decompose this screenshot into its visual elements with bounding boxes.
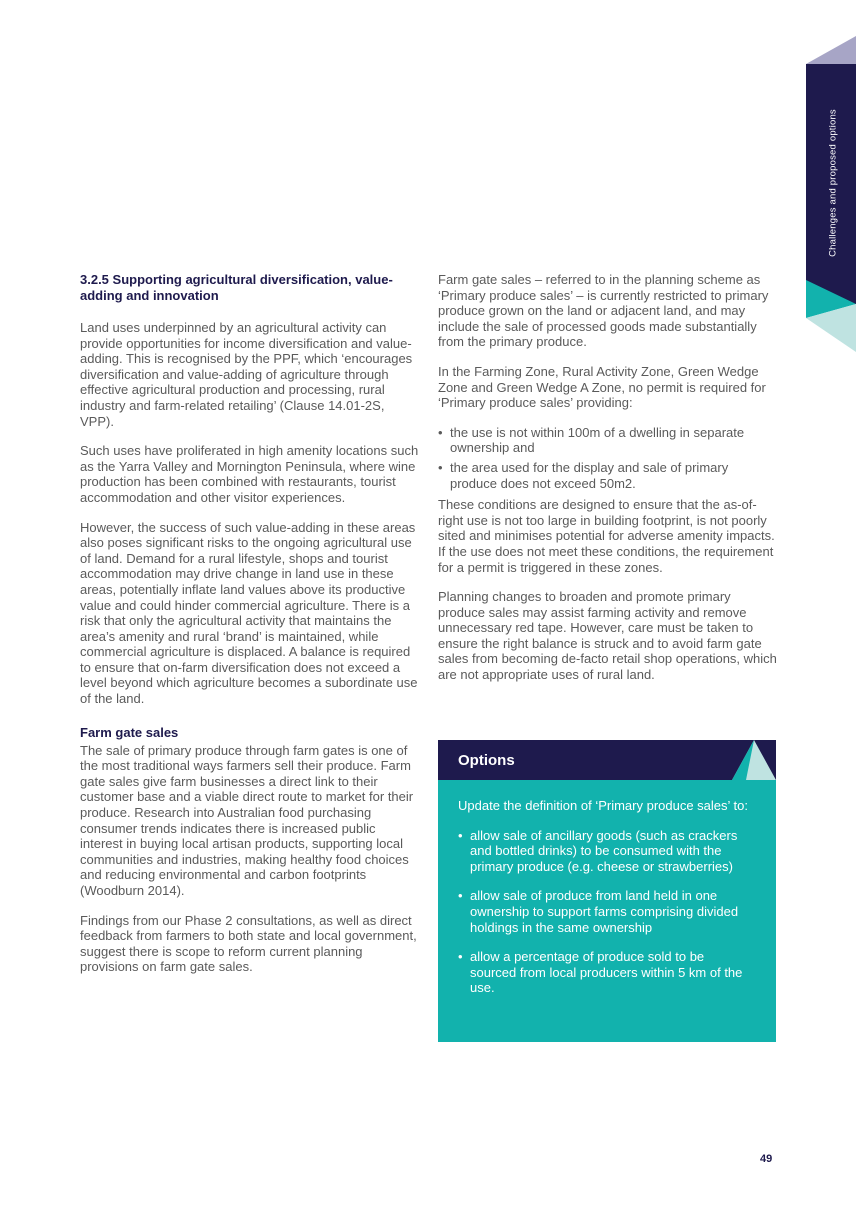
left-paragraph-3: However, the success of such value-adding in these areas also poses significant risks to the ongoing agricultural use of land. Demand for a rural lifestyle, shops and tourist accommodation may drive change in land use in these areas, potentially inflate land values above its productive value and could hinder commercial agriculture. There is a risk that only the agricultural activity that maintains the area’s amenity and rural ‘brand’ is maintained, while commercial agriculture is displaced. A balance is required to ensure that on-farm diversification does not exceed a level beyond which agriculture becomes a subordinate use of the land. bbox=[80, 519, 418, 707]
list-item: • allow sale of produce from land held in one ownership to support farms comprising divided holdings in the same ownership bbox=[458, 888, 754, 935]
left-column bbox=[80, 272, 420, 989]
section-heading: 3.2.5 Supporting agricultural diversification, value-adding and innovation bbox=[80, 272, 393, 303]
options-title: Options bbox=[458, 752, 515, 769]
page-number: 49 bbox=[760, 1153, 773, 1165]
side-tab-label: Challenges and proposed options bbox=[827, 109, 839, 257]
options-header bbox=[438, 740, 776, 780]
options-intro: Update the definition of ‘Primary produce sales’ to: bbox=[458, 798, 749, 813]
right-column bbox=[438, 272, 778, 697]
right-paragraph-2: In the Farming Zone, Rural Activity Zone, Green Wedge Zone and Green Wedge A Zone, no permit is required for ‘Primary produce sales’ providing: bbox=[438, 363, 766, 411]
right-paragraph-4: Planning changes to broaden and promote primary produce sales may assist farming activity and remove unnecessary red tape. However, care must be taken to ensure the right balance is struck and to avoid farm gate sales from becoming de-facto retail shop operations, which are not appropriate uses of rural land. bbox=[438, 589, 777, 683]
list-item: • the area used for the display and sale of primary produce does not exceed 50m2. bbox=[438, 460, 778, 491]
permit-conditions-list bbox=[438, 425, 778, 491]
list-item: • the use is not within 100m of a dwelling in separate ownership and bbox=[438, 425, 778, 456]
options-box bbox=[438, 740, 776, 1042]
left-paragraph-2: Such uses have proliferated in high amenity locations such as the Yarra Valley and Mornington Peninsula, where wine production has been combined with restaurants, tourist accommodation and other visitor experiences. bbox=[80, 443, 419, 505]
options-list bbox=[458, 828, 754, 996]
options-corner-graphic bbox=[732, 740, 776, 780]
right-paragraph-3: These conditions are designed to ensure that the as-of-right use is not too large in building footprint, is not poorly sited and minimises potential for adverse amenity impacts. If the use does not meet these conditions, the requirement for a permit is triggered in these zones. bbox=[438, 497, 775, 575]
list-item: • allow sale of ancillary goods (such as crackers and bottled drinks) to be consumed with the primary produce (e.g. cheese or strawberries) bbox=[458, 828, 754, 875]
farm-gate-section bbox=[80, 725, 420, 975]
left-paragraph-1: Land uses underpinned by an agricultural activity can provide opportunities for income diversification and value-adding. This is recognised by the PPF, which ‘encourages diversification and value-adding of agriculture through effective agricultural production and processing, rural industry and farm-related retailing’ (Clause 14.01-2S, VPP). bbox=[80, 320, 413, 429]
options-body bbox=[438, 780, 776, 996]
farm-gate-paragraph-2: Findings from our Phase 2 consultations, as well as direct feedback from farmers to both state and local government, suggest there is scope to reform current planning provisions on farm gate sales. bbox=[80, 912, 417, 975]
farm-gate-paragraph-1: The sale of primary produce through farm gates is one of the most traditional ways farmers sell their produce. Farm gate sales give farm businesses a direct link to their customer base and a viable direct route to market for their produce. Research into Australian food purchasing consumer trends indicates there is increased public interest in buying local artisan products, supporting local communities and industries, making healthy food choices and reducing environmental and carbon footprints (Woodburn 2014). bbox=[80, 742, 414, 898]
right-paragraph-1: Farm gate sales – referred to in the planning scheme as ‘Primary produce sales’ – is currently restricted to primary produce grown on the land or adjacent land, and may include the sale of processed goods made substantially from the primary produce. bbox=[438, 272, 769, 350]
list-item: • allow a percentage of produce sold to be sourced from local producers within 5 km of the use. bbox=[458, 949, 754, 996]
farm-gate-heading: Farm gate sales bbox=[80, 724, 179, 740]
